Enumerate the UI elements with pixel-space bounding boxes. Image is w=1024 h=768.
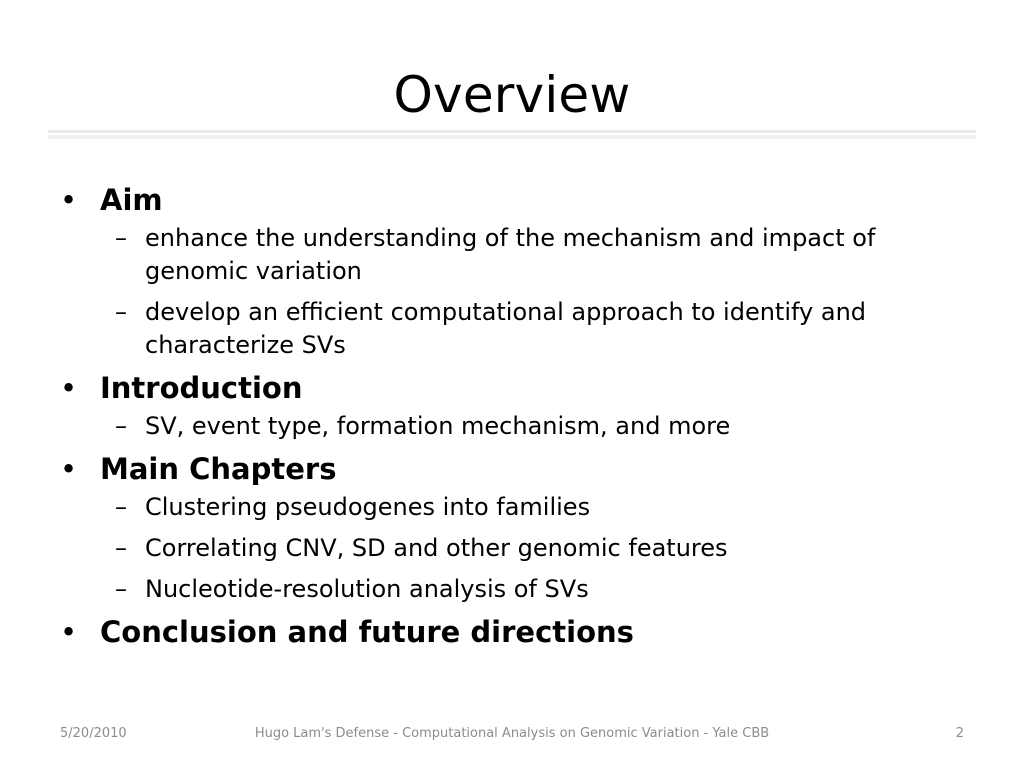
bullet-label: Introduction: [100, 371, 303, 405]
bullet-label: Main Chapters: [100, 452, 337, 486]
bullet-label: Aim: [100, 183, 163, 217]
bullet-conclusion: [58, 610, 978, 654]
dash-icon: –: [115, 493, 127, 521]
title-divider: [48, 130, 976, 139]
sub-bullet-text: SV, event type, formation mechanism, and more: [145, 412, 731, 440]
bullet-aim: [58, 178, 978, 222]
sub-bullet-text: Clustering pseudogenes into families: [145, 493, 591, 521]
footer-date: 5/20/2010: [60, 726, 127, 741]
dash-icon: –: [115, 412, 127, 440]
dash-icon: –: [115, 534, 127, 562]
sub-bullet-text: develop an efficient computational approach to identify and characterize SVs: [145, 298, 867, 359]
sub-bullet: [58, 222, 978, 288]
dash-icon: –: [115, 575, 127, 603]
bullet-dot-icon: •: [60, 615, 78, 649]
bullet-label: Conclusion and future directions: [100, 615, 634, 649]
footer-title: Hugo Lam's Defense - Computational Analysis on Genomic Variation - Yale CBB: [254, 726, 770, 741]
bullet-main-chapters: [58, 447, 978, 491]
sub-bullet: [58, 573, 978, 606]
dash-icon: –: [115, 224, 127, 252]
bullet-list: [58, 178, 978, 654]
sub-bullet: [58, 491, 978, 524]
slide-number: 2: [955, 726, 964, 741]
bullet-introduction: [58, 366, 978, 410]
slide-title: Overview: [393, 66, 631, 124]
sub-bullet-text: Correlating CNV, SD and other genomic features: [145, 534, 728, 562]
bullet-dot-icon: •: [60, 452, 78, 486]
sub-bullet-text: enhance the understanding of the mechanism and impact of genomic variation: [145, 224, 876, 285]
sub-bullet: [58, 410, 978, 443]
bullet-dot-icon: •: [60, 371, 78, 405]
dash-icon: –: [115, 298, 127, 326]
sub-bullet: [58, 532, 978, 565]
bullet-dot-icon: •: [60, 183, 78, 217]
sub-bullet: [58, 296, 978, 362]
sub-bullet-text: Nucleotide-resolution analysis of SVs: [145, 575, 589, 603]
